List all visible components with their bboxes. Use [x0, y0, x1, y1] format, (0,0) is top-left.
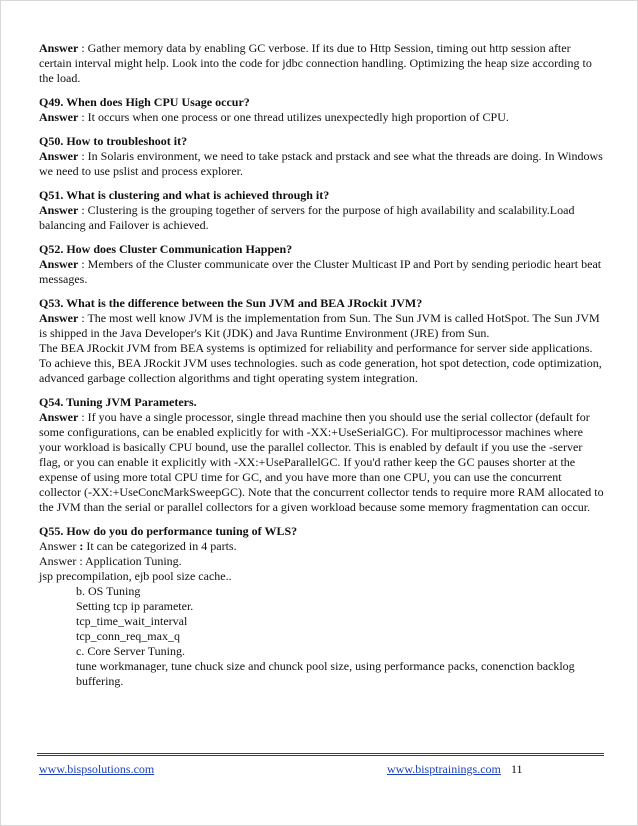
question-q53: Q53. What is the difference between the Sun JVM and BEA JRockit JVM? — [39, 296, 423, 310]
question-q50: Q50. How to troubleshoot it? — [39, 134, 188, 148]
answer-block-0: Answer : Gather memory data by enabling GC verbose. If its due to Http Session, timing out http session after certain interval might help. Look into the code for jdbc connection handling. Optimizing the heap size according to the load. — [39, 41, 592, 85]
answer-q49: Answer : It occurs when one process or one thread utilizes unexpectedly high proportion of CPU. — [39, 110, 509, 124]
answer-q51: Answer : Clustering is the grouping together of servers for the purpose of high availability and scalability.Load balancing and Failover is achieved. — [39, 203, 575, 232]
answer-text: Gather memory data by enabling GC verbose. If its due to Http Session, timing out http session after certain interval might help. Look into the code for jdbc connection handling. Optimizing the heap size according to the load. — [39, 41, 592, 85]
answer-q53: Answer : The most well know JVM is the implementation from Sun. The Sun JVM is called HotSpot. The Sun JVM is shipped in the Java Developer's Kit (JDK) and Java Runtime Environment (JRE) from Sun. — [39, 311, 600, 340]
answer-q55-line3: jsp precompilation, ejb pool size cache.. — [39, 569, 232, 583]
footer-link-bispsolutions[interactable]: www.bispsolutions.com — [39, 762, 155, 776]
list-item: tune workmanager, tune chuck size and chunck pool size, using performance packs, conenction backlog buffering. — [76, 659, 575, 688]
list-item: c. Core Server Tuning. — [76, 644, 185, 658]
page-number: 11 — [511, 762, 523, 776]
answer-q52: Answer : Members of the Cluster communicate over the Cluster Multicast IP and Port by sending periodic heart beat messages. — [39, 257, 602, 286]
page-content — [39, 41, 604, 689]
list-item: b. OS Tuning — [76, 584, 141, 598]
question-q51: Q51. What is clustering and what is achieved through it? — [39, 188, 330, 202]
answer-q50: Answer : In Solaris environment, we need to take pstack and prstack and see what the threads are doing. In Windows we need to use pslist and process explorer. — [39, 149, 603, 178]
question-q55: Q55. How do you do performance tuning of WLS? — [39, 524, 298, 538]
answer-q54: Answer : If you have a single processor, single thread machine then you should use the serial collector (default for some configurations, can be enabled explicitly for with -XX:+UseSerialGC). For multiprocessor machines where your workload is basically CPU bound, use the parallel collector. This is enabled by default if you use the -server flag, or you can enable it explicitly with -XX:+UseParallelGC. If you'd rather keep the GC pauses shorter at the expense of using more total CPU time for GC, and you have more than one CPU, you can use the concurrent collector (-XX:+UseConcMarkSweepGC). Note that the concurrent collector tends to require more RAM allocated to the JVM than the serial or parallel collectors for a given workload because some memory fragmentation can occur. — [39, 410, 604, 514]
list-item: tcp_time_wait_interval — [76, 614, 188, 628]
footer-link-bisptrainings[interactable]: www.bisptrainings.com — [387, 762, 501, 776]
question-q54: Q54. Tuning JVM Parameters. — [39, 395, 197, 409]
answer-label: Answer — [39, 41, 79, 55]
list-item: tcp_conn_req_max_q — [76, 629, 180, 643]
answer-q55: Answer : It can be categorized in 4 parts. — [39, 539, 237, 553]
question-q49: Q49. When does High CPU Usage occur? — [39, 95, 250, 109]
list-item: Setting tcp ip parameter. — [76, 599, 194, 613]
answer-q53-continued: The BEA JRockit JVM from BEA systems is optimized for reliability and performance for server side applications. To achieve this, BEA JRockit JVM uses technologies. such as code generation, hot spot detection, code optimization, advanced garbage collection algorithms and tight operating system integration. — [39, 341, 602, 385]
footer-divider — [37, 753, 604, 756]
question-q52: Q52. How does Cluster Communication Happen? — [39, 242, 293, 256]
answer-q55-line2: Answer : Application Tuning. — [39, 554, 182, 568]
